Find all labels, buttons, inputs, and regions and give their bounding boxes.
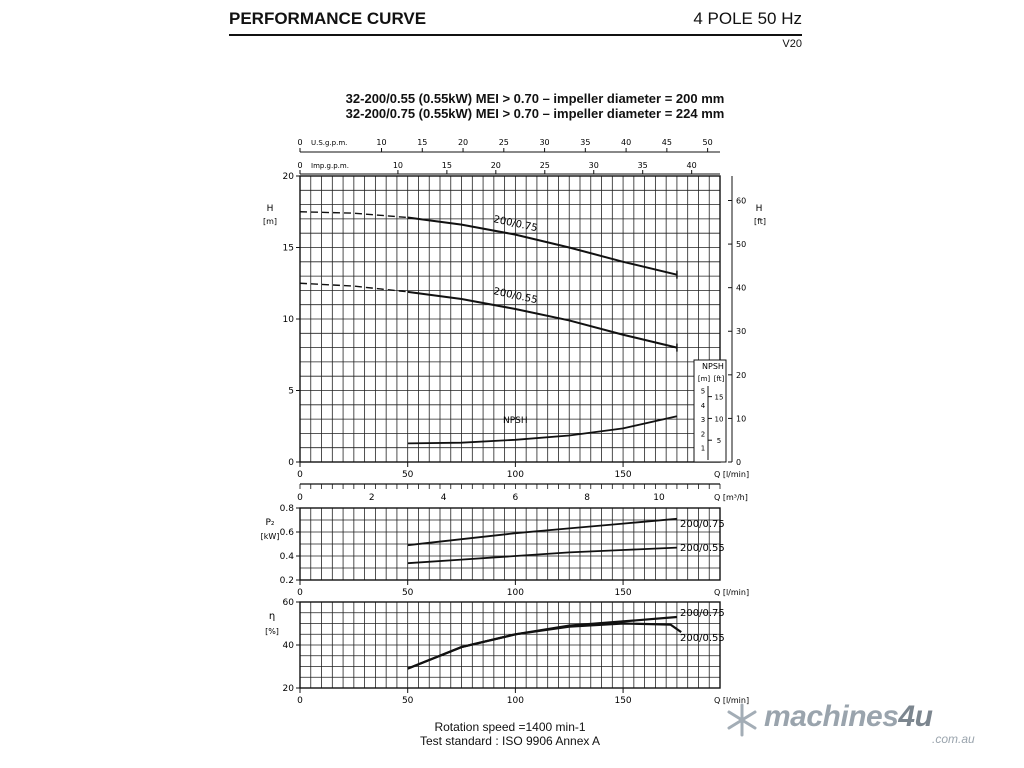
right-tick-label: 10 bbox=[736, 414, 747, 424]
npsh-tick-m: 5 bbox=[700, 387, 706, 396]
npsh-tick-ft: 10 bbox=[714, 415, 724, 424]
npsh-curve-line bbox=[408, 416, 677, 443]
npsh-axis-title: NPSH bbox=[702, 362, 724, 371]
right-tick-label: 20 bbox=[736, 370, 747, 380]
y-tick-label: 0.6 bbox=[279, 528, 294, 538]
x-tick-label: 150 bbox=[614, 696, 632, 706]
p2-label-200-075: 200/0.75 bbox=[680, 519, 725, 530]
y-tick-label: 40 bbox=[282, 641, 294, 651]
series-label-npsh: NPSH bbox=[503, 416, 528, 426]
y-tick-label: 10 bbox=[282, 315, 294, 325]
header-version: V20 bbox=[782, 38, 802, 50]
top-tick-label: 0 bbox=[297, 161, 303, 170]
top-tick-label: 15 bbox=[441, 161, 452, 170]
footer-rotation-speed: Rotation speed =1400 min-1 bbox=[434, 720, 586, 734]
m3h-axis-label: Q [m³/h] bbox=[714, 493, 748, 502]
brand-logo bbox=[724, 700, 994, 744]
y-tick-label: 5 bbox=[288, 386, 294, 397]
top-axis-label: U.S.g.p.m. bbox=[311, 139, 348, 147]
top-tick-label: 25 bbox=[498, 138, 509, 147]
npsh-tick-m: 3 bbox=[700, 416, 706, 425]
x-tick-label: 50 bbox=[401, 696, 414, 706]
eta-axis-label: η bbox=[268, 611, 276, 622]
y-tick-label: 60 bbox=[282, 598, 294, 608]
y-axis-label: H bbox=[266, 204, 274, 214]
x-axis-label: Q [l/min] bbox=[714, 696, 750, 705]
x-tick-label: 100 bbox=[506, 470, 524, 480]
top-tick-label: 20 bbox=[490, 161, 501, 170]
npsh-tick-ft: 5 bbox=[716, 437, 722, 446]
eta-curve-200-055-line bbox=[408, 624, 682, 669]
header-title: PERFORMANCE CURVE bbox=[229, 9, 427, 28]
p2-axis-label: P₂ bbox=[265, 518, 275, 528]
right-tick-label: 50 bbox=[736, 240, 747, 250]
npsh-unit-m: [m] bbox=[697, 375, 711, 383]
m3h-tick-label: 8 bbox=[584, 493, 591, 503]
top-axis-label: Imp.g.p.m. bbox=[311, 162, 349, 170]
x-tick-label: 100 bbox=[506, 588, 524, 598]
top-tick-label: 40 bbox=[620, 138, 632, 147]
npsh-tick-m: 2 bbox=[700, 430, 706, 439]
npsh-tick-m: 1 bbox=[700, 444, 706, 453]
npsh-tick-ft: 15 bbox=[714, 393, 724, 402]
m3h-tick-label: 4 bbox=[440, 493, 447, 503]
series-label-200-075: 200/0.75 bbox=[492, 214, 539, 235]
npsh-tick-m: 4 bbox=[700, 401, 706, 410]
y-tick-label: 15 bbox=[282, 243, 294, 254]
y-tick-label: 20 bbox=[282, 684, 294, 694]
h-curve-200-055-line bbox=[408, 292, 677, 348]
y-axis-unit: [m] bbox=[262, 217, 278, 226]
top-tick-label: 25 bbox=[539, 161, 550, 170]
x-tick-label: 100 bbox=[506, 696, 524, 706]
m3h-tick-label: 10 bbox=[653, 493, 665, 503]
header-frequency: 4 POLE 50 Hz bbox=[693, 9, 802, 28]
x-tick-label: 50 bbox=[401, 588, 414, 598]
y-tick-label: 0.8 bbox=[279, 504, 294, 514]
x-tick-label: 0 bbox=[297, 696, 303, 706]
y-tick-label: 0.2 bbox=[279, 576, 294, 586]
x-axis-label: Q [l/min] bbox=[714, 470, 750, 479]
p2-label-200-055: 200/0.55 bbox=[680, 543, 725, 554]
m3h-tick-label: 0 bbox=[297, 493, 303, 503]
right-tick-label: 0 bbox=[736, 458, 742, 467]
top-tick-label: 35 bbox=[580, 138, 591, 147]
x-tick-label: 150 bbox=[614, 470, 632, 480]
m3h-tick-label: 6 bbox=[512, 493, 519, 503]
y-tick-label: 0.4 bbox=[279, 552, 294, 562]
y-tick-label: 0 bbox=[288, 458, 294, 468]
x-tick-label: 50 bbox=[401, 470, 414, 480]
top-tick-label: 20 bbox=[457, 138, 469, 147]
brand-name: machines4u bbox=[764, 700, 933, 733]
top-tick-label: 35 bbox=[637, 161, 648, 170]
footer-test-standard: Test standard : ISO 9906 Annex A bbox=[419, 734, 601, 748]
eta-label-200-055: 200/0.55 bbox=[680, 633, 725, 644]
right-tick-label: 40 bbox=[736, 283, 747, 293]
p2-curve-200-055-line bbox=[408, 548, 677, 564]
snowflake-icon bbox=[724, 702, 760, 738]
series-label-200-055: 200/0.55 bbox=[492, 286, 539, 307]
top-tick-label: 0 bbox=[297, 138, 303, 147]
x-tick-label: 0 bbox=[297, 470, 303, 480]
brand-domain: .com.au bbox=[932, 732, 975, 746]
right-tick-label: 30 bbox=[736, 327, 747, 337]
subtitle-line-1: 32-200/0.55 (0.55kW) MEI > 0.70 – impeller diameter = 200 mm bbox=[345, 91, 725, 106]
x-tick-label: 150 bbox=[614, 588, 632, 598]
right-tick-label: 60 bbox=[736, 196, 747, 206]
x-tick-label: 0 bbox=[297, 588, 303, 598]
right-axis-unit: [ft] bbox=[753, 217, 767, 226]
h-curve-200-075-line bbox=[408, 217, 677, 274]
top-tick-label: 50 bbox=[702, 138, 713, 147]
top-tick-label: 15 bbox=[417, 138, 428, 147]
subtitle-line-2: 32-200/0.75 (0.55kW) MEI > 0.70 – impeller diameter = 224 mm bbox=[345, 106, 725, 121]
right-axis-label: H bbox=[755, 204, 763, 214]
m3h-tick-label: 2 bbox=[368, 493, 375, 503]
top-tick-label: 30 bbox=[539, 138, 550, 147]
eta-label-200-075: 200/0.75 bbox=[680, 608, 725, 619]
top-tick-label: 45 bbox=[661, 138, 672, 147]
x-axis-label: Q [l/min] bbox=[714, 588, 750, 597]
top-tick-label: 40 bbox=[686, 161, 697, 170]
top-tick-label: 30 bbox=[588, 161, 599, 170]
y-tick-label: 20 bbox=[282, 172, 294, 182]
p2-axis-unit: [kW] bbox=[260, 532, 280, 541]
top-tick-label: 10 bbox=[392, 161, 404, 170]
eta-axis-unit: [%] bbox=[265, 627, 279, 636]
npsh-unit-ft: [ft] bbox=[713, 375, 725, 383]
top-tick-label: 10 bbox=[376, 138, 387, 147]
